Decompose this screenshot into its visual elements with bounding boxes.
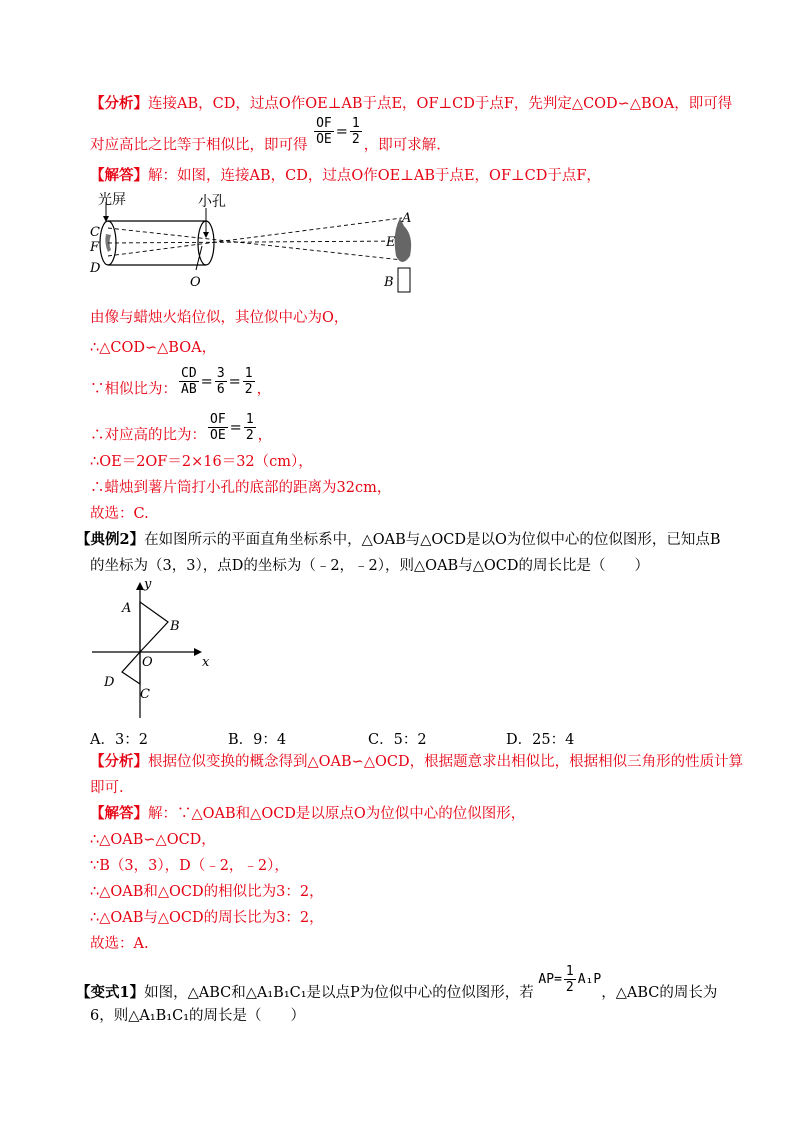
variant-tag: 【变式1】	[76, 984, 145, 1001]
o-pointer	[196, 246, 202, 270]
comma: ，	[257, 427, 273, 444]
point-d-label: D	[90, 261, 101, 276]
fraction-numerator: CD	[181, 366, 197, 381]
point-f-label: F	[90, 240, 100, 255]
fraction-of-oe	[314, 116, 334, 147]
variant-1-line-2: 6，则△A₁B₁C₁的周长是（ ）	[90, 1008, 306, 1024]
fraction-denominator: 2	[245, 428, 254, 443]
ray-f-e	[108, 241, 402, 243]
answer-text: 解：∵△OAB和△OCD是以原点O为位似中心的位似图形，	[148, 806, 526, 822]
fraction-denominator: 2	[244, 382, 253, 397]
condition-equals: =	[554, 972, 562, 987]
answer-2-line-1	[90, 804, 525, 824]
solution-line-2: ∴△COD∽△BOA，	[90, 340, 217, 356]
answer-2-line-2: ∴△OAB∽△OCD，	[90, 832, 216, 848]
ray-d-a	[108, 218, 402, 256]
example-2-line-1	[76, 530, 721, 550]
hole-arrowhead	[203, 232, 209, 238]
y-axis-label: y	[144, 578, 152, 592]
ray-c-b	[108, 228, 402, 260]
fraction-numerator: 1	[245, 412, 254, 427]
triangle-oab	[140, 602, 168, 652]
option-c[interactable]: C．5：2	[368, 732, 427, 748]
fraction-denominator: AB	[181, 382, 197, 397]
condition-fraction	[564, 964, 576, 995]
answer-line-1	[90, 166, 601, 186]
analysis-2-line-1	[90, 752, 743, 772]
example-2-line-2: 的坐标为（3，3），点D的坐标为（﹣2，﹣2），则△OAB与△OCD的周长比是（ ）	[90, 558, 649, 574]
point-c-label: C	[90, 225, 100, 240]
analysis-text: 根据位似变换的概念得到△OAB∽△OCD，根据题意求出相似比，根据相似三角形的性质计算	[148, 754, 744, 770]
fraction-3-6	[215, 366, 227, 397]
variant-text-2: ，△ABC的周长为	[601, 985, 718, 1001]
comma: ，	[256, 381, 272, 398]
fraction-numerator: 1	[244, 366, 253, 381]
triangle-ocd	[122, 652, 140, 684]
analysis-line-1	[90, 94, 732, 114]
analysis-text: 连接AB，CD，过点O作OE⊥AB于点E，OF⊥CD于点F，先判定△COD∽△BOA，即可得	[148, 96, 733, 112]
point-e-label: E	[386, 235, 396, 250]
answer-tag: 【解答】	[90, 805, 148, 822]
fraction-1-2	[243, 366, 255, 397]
solution-line-6: ∴蜡烛到薯片筒打小孔的底部的距离为32cm，	[90, 480, 392, 496]
answer-2-line-4: ∴△OAB和△OCD的相似比为3：2，	[90, 884, 324, 900]
analysis-tag: 【分析】	[90, 95, 148, 112]
fraction-numerator: 1	[565, 964, 574, 979]
point-a-label: A	[402, 211, 412, 226]
x-axis-arrow	[194, 648, 202, 656]
analysis-2-line-2: 即可.	[90, 780, 124, 796]
fraction-denominator: 6	[216, 382, 225, 397]
y-axis-arrow	[136, 582, 144, 590]
point-d-label: D	[104, 675, 115, 690]
analysis-text-3: ，即可求解.	[363, 137, 441, 154]
solution-line-1: 由像与蜡烛火焰位似，其位似中心为O，	[90, 310, 349, 326]
height-ratio-intro: ∴对应高的比为：	[90, 427, 206, 444]
point-b-label: B	[170, 619, 180, 634]
option-a[interactable]: A．3：2	[90, 732, 148, 748]
label-screen: 光屏	[98, 192, 126, 208]
analysis-tag: 【分析】	[90, 753, 148, 770]
point-c-label: C	[140, 687, 150, 702]
point-b-label: B	[384, 275, 394, 290]
coordinate-figure	[88, 578, 218, 720]
variant-text: 如图，△ABC和△A₁B₁C₁是以点P为位似中心的位似图形，若	[144, 985, 534, 1001]
point-a-label: A	[122, 601, 132, 616]
fraction-of-oe-2	[208, 412, 228, 443]
candle-body	[398, 268, 410, 292]
variant-1-line-1	[76, 964, 718, 1009]
fraction-numerator: 1	[351, 116, 360, 131]
answer-tag: 【解答】	[90, 167, 148, 184]
solution-line-3	[90, 366, 272, 405]
equals-sign: =	[200, 373, 213, 390]
ratio-intro: ∵相似比为：	[90, 381, 177, 398]
answer-2-line-6: 故选：A.	[90, 936, 149, 952]
option-d[interactable]: D．25：4	[506, 732, 575, 748]
example-text: 在如图所示的平面直角坐标系中，△OAB与△OCD是以O为位似中心的位似图形，已知点B	[144, 532, 721, 548]
condition-left: AP	[538, 972, 555, 987]
condition-formula	[538, 964, 602, 995]
answer-2-line-5: ∴△OAB与△OCD的周长比为3：2，	[90, 910, 324, 926]
fraction-one-half	[350, 116, 362, 147]
fraction-numerator: 3	[216, 366, 225, 381]
fraction-numerator: OF	[316, 116, 332, 131]
fraction-denominator: OE	[210, 428, 226, 443]
fraction-denominator: 2	[565, 980, 574, 995]
point-o-label: O	[190, 275, 201, 290]
option-b[interactable]: B．9：4	[228, 732, 287, 748]
x-axis-label: x	[202, 655, 210, 670]
fraction-numerator: OF	[210, 412, 226, 427]
solution-line-7: 故选：C.	[90, 506, 149, 522]
equals-sign: =	[229, 419, 242, 436]
condition-right: A₁P	[577, 972, 602, 987]
solution-line-5: ∴OE＝2OF＝2×16＝32（cm），	[90, 454, 313, 470]
analysis-line-2	[90, 116, 441, 161]
equals-sign: =	[228, 373, 241, 390]
solution-line-4	[90, 412, 273, 451]
analysis-text-2: 对应高比之比等于相似比，即可得	[90, 137, 308, 154]
example-tag: 【典例2】	[76, 531, 145, 548]
pinhole-camera-figure	[84, 188, 424, 300]
fraction-cd-ab	[179, 366, 199, 397]
answer-text: 解：如图，连接AB，CD，过点O作OE⊥AB于点E，OF⊥CD于点F，	[148, 168, 601, 184]
label-hole: 小孔	[198, 194, 226, 210]
equals-sign: =	[335, 123, 348, 140]
fraction-denominator: 2	[351, 132, 360, 147]
fraction-denominator: OE	[316, 132, 332, 147]
point-o-label: O	[142, 655, 153, 670]
fraction-1-2-b	[244, 412, 256, 443]
answer-2-line-3: ∵B（3，3），D（﹣2，﹣2），	[90, 858, 289, 874]
